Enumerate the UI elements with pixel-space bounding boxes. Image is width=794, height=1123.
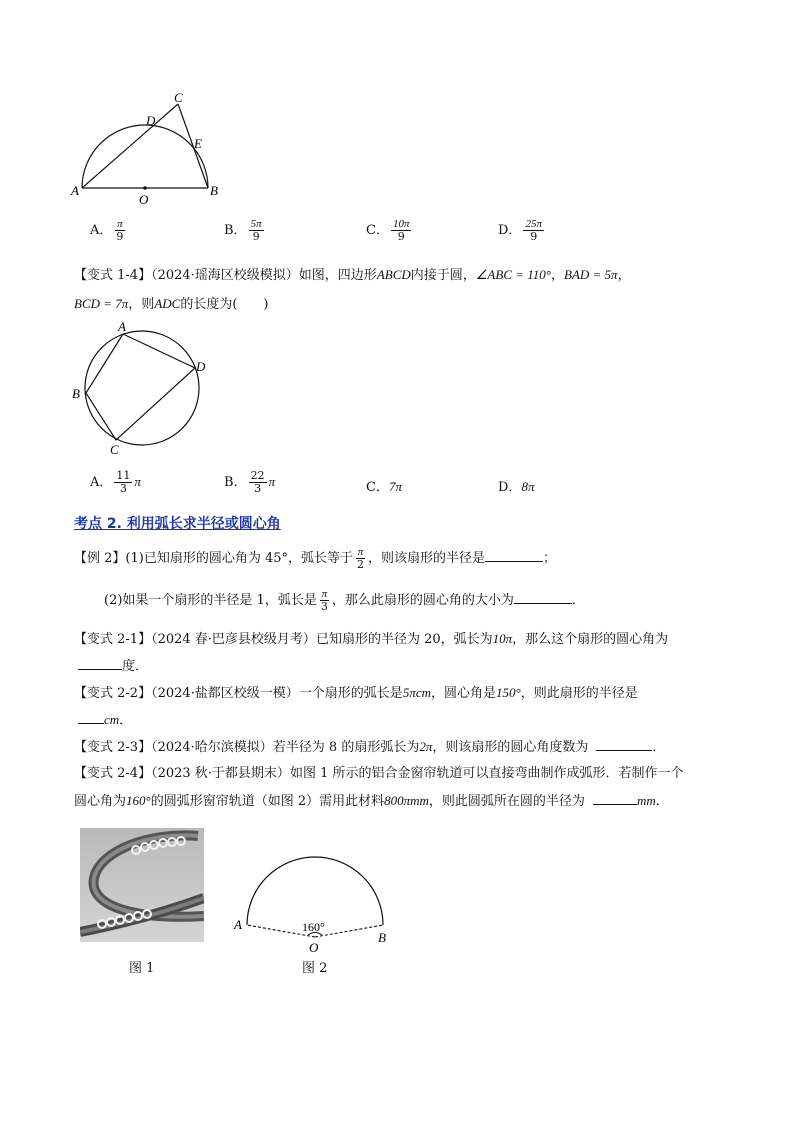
label-b: B bbox=[72, 386, 80, 401]
q2-option-d[interactable]: D．8π bbox=[498, 479, 535, 495]
label-a: A bbox=[234, 917, 242, 932]
q2-option-c[interactable]: C．7π bbox=[366, 479, 402, 495]
answer-blank[interactable] bbox=[514, 591, 572, 604]
quadrilateral-abcd bbox=[86, 334, 195, 440]
q1-option-c[interactable]: C． $\frac{10\pi}{9}$ bbox=[366, 218, 410, 243]
answer-blank[interactable] bbox=[485, 549, 543, 562]
label-a: A bbox=[71, 183, 79, 198]
variant-tag: 【变式 1-4】 bbox=[74, 268, 152, 283]
answer-blank[interactable] bbox=[78, 657, 122, 670]
figure-semicircle bbox=[60, 88, 230, 213]
variant-2-1-line1: 【变式 2-1】（2024 春·巴彦县校级月考）已知扇形的半径为 20，弧长为10π，那么这个扇形的圆心角为 bbox=[74, 631, 669, 647]
label-d: D bbox=[196, 359, 206, 374]
label-b: B bbox=[378, 930, 386, 945]
label-e: E bbox=[194, 136, 202, 151]
label-o: O bbox=[139, 192, 149, 207]
radius-ob bbox=[315, 925, 383, 937]
figure-arc-160 bbox=[232, 828, 402, 952]
variant-1-4-line1: 【变式 1-4】（2024·瑶海区校级模拟）如图，四边形ABCD内接于圆，∠ABC = 110°，BAD = 5π， bbox=[74, 267, 631, 283]
example-tag: 【例 2】 bbox=[74, 551, 126, 566]
figure-inscribed-quadrilateral bbox=[66, 318, 216, 460]
q1-option-b[interactable]: B． $\frac{5\pi}{9}$ bbox=[224, 218, 262, 243]
arc bbox=[247, 857, 383, 925]
example-2-part1: 【例 2】(1)已知扇形的圆心角为 45°，弧长等于 $\frac{\pi}{2}$ ，则该扇形的半径是 ； bbox=[74, 546, 557, 571]
example-2-part2: (2)如果一个扇形的半径是 1，弧长是 $\frac{\pi}{3}$ ，那么此扇形的圆心角的大小为 ． bbox=[104, 588, 585, 613]
center-o-dot bbox=[143, 186, 147, 190]
answer-blank[interactable] bbox=[593, 792, 637, 805]
label-d: D bbox=[146, 113, 156, 128]
line-ac bbox=[82, 104, 178, 188]
q2-option-a[interactable]: A． $\frac{11}{3}$ π bbox=[90, 469, 141, 495]
curtain-rail-photo bbox=[80, 828, 204, 942]
label-c: C bbox=[110, 442, 119, 457]
variant-2-2-line2: cm． bbox=[78, 711, 132, 730]
circle bbox=[85, 331, 199, 445]
answer-blank[interactable] bbox=[596, 738, 652, 751]
section-heading: 考点 2. 利用弧长求半径或圆心角 bbox=[74, 516, 281, 532]
label-b: B bbox=[210, 183, 218, 198]
variant-tag: 【变式 2-4】 bbox=[74, 766, 152, 781]
label-c: C bbox=[174, 90, 183, 105]
photo-caption: 图 1 bbox=[129, 961, 155, 976]
variant-2-4-line1: 【变式 2-4】（2023 秋·于都县期末）如图 1 所示的铝合金窗帘轨道可以直接弯曲制作成弧形．若制作一个 bbox=[74, 766, 684, 781]
q1-option-d[interactable]: D． $\frac{25\pi}{9}$ bbox=[498, 218, 542, 243]
variant-tag: 【变式 2-1】 bbox=[74, 632, 152, 647]
label-a: A bbox=[118, 319, 126, 334]
angle-label: 160° bbox=[302, 920, 325, 934]
q1-option-a[interactable]: A． $\frac{\pi}{9}$ bbox=[90, 218, 124, 243]
variant-2-4-line2: 圆心角为160°的圆弧形窗帘轨道（如图 2）需用此材料800πmm，则此圆弧所在圆的半径为 mm． bbox=[74, 793, 669, 809]
label-o: O bbox=[309, 940, 319, 952]
variant-1-4-line2: BCD = 7π，则ADC的长度为( ) bbox=[74, 296, 269, 312]
variant-2-3: 【变式 2-3】（2024·哈尔滨模拟）若半径为 8 的扇形弧长为2π，则该扇形的圆心角度数为 ． bbox=[74, 739, 666, 755]
variant-tag: 【变式 2-2】 bbox=[74, 686, 152, 701]
line-cb bbox=[178, 104, 208, 188]
variant-2-1-line2: 度． bbox=[78, 657, 148, 676]
variant-tag: 【变式 2-3】 bbox=[74, 740, 152, 755]
figure-2-caption: 图 2 bbox=[302, 961, 328, 976]
variant-2-2-line1: 【变式 2-2】（2024·盐都区校级一模）一个扇形的弧长是5πcm，圆心角是150°，则此扇形的半径是 bbox=[74, 685, 638, 701]
q2-option-b[interactable]: B． $\frac{22}{3}$ π bbox=[224, 469, 276, 495]
answer-blank[interactable] bbox=[78, 711, 104, 724]
